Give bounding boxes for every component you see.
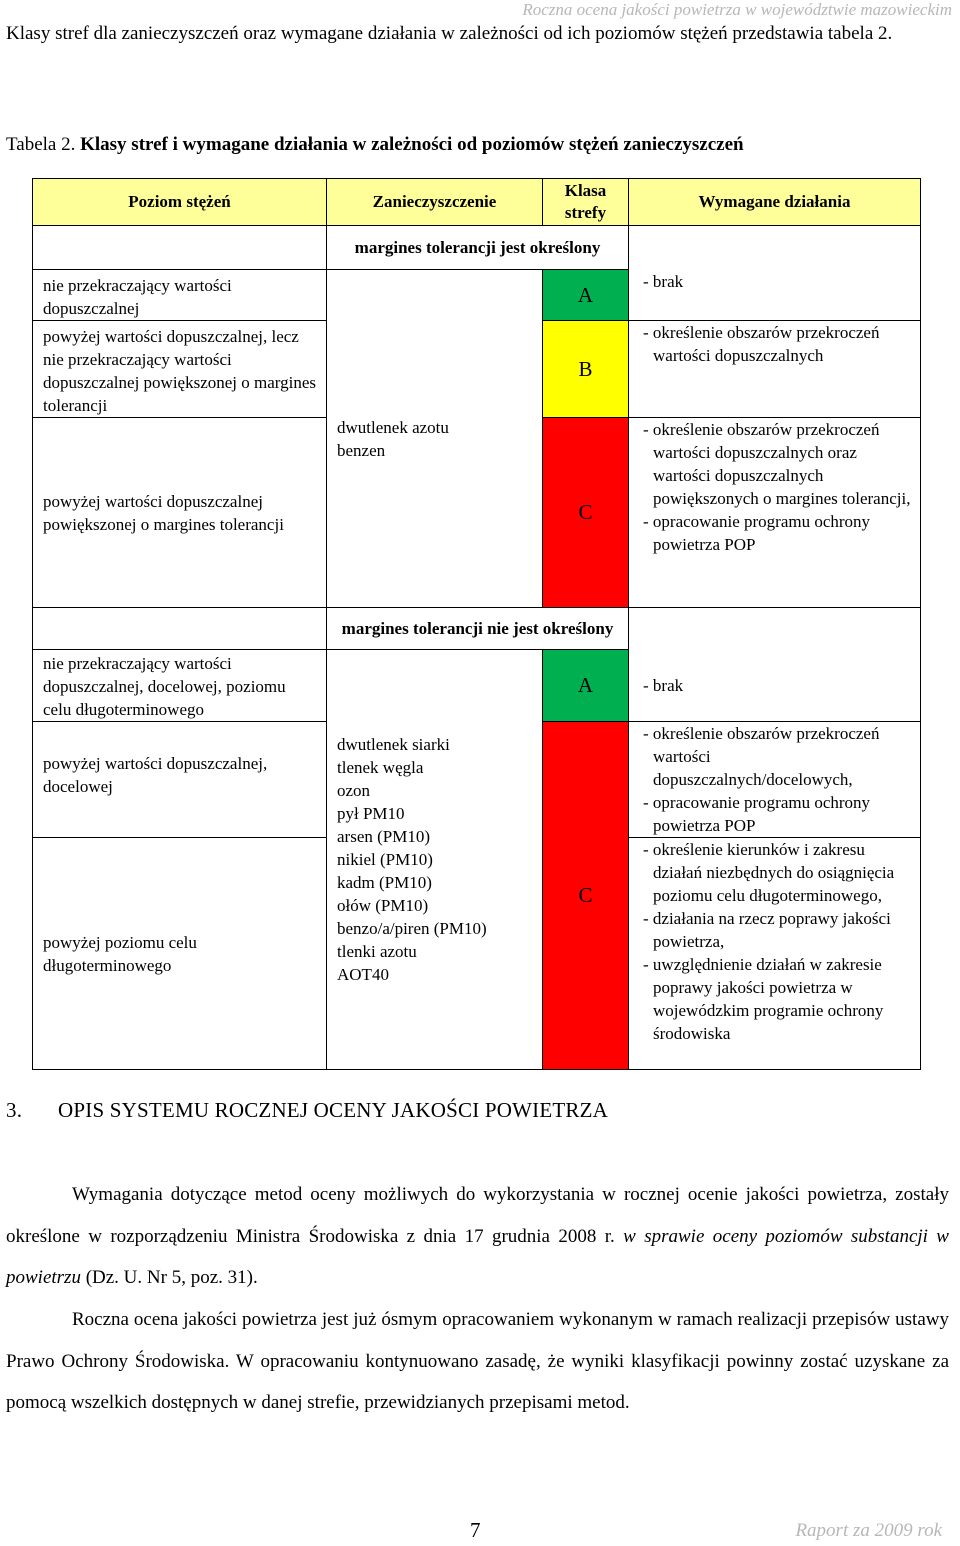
pollutant-item: kadm (PM10) — [337, 873, 432, 892]
class-a-cell: A — [543, 270, 629, 321]
s1-level-b: powyżej wartości dopuszczalnej, lecz nie przekraczający wartości dopuszczalnej powiększonej o margines tolerancji — [33, 321, 327, 418]
action-item: - określenie kierunków i zakresu działań niezbędnych do osiągnięcia poziomu celu długoterminowego, — [643, 840, 895, 905]
caption-title: Klasy stref i wymagane działania w zależności od poziomów stężeń zanieczyszczeń — [80, 134, 744, 155]
zone-class-table — [32, 178, 921, 1070]
section-number: 3. — [6, 1098, 23, 1122]
caption-label: Tabela 2. — [6, 134, 76, 155]
section-title: OPIS SYSTEMU ROCZNEJ OCENY JAKOŚCI POWIETRZA — [58, 1098, 608, 1122]
s2-actions-c — [629, 838, 921, 1070]
paragraph-2 — [6, 1299, 949, 1424]
pollutant-item: ołów (PM10) — [337, 896, 429, 915]
action-item: - określenie obszarów przekroczeń wartości dopuszczalnych oraz wartości dopuszczalnych powiększonych o margines tolerancji, — [643, 420, 911, 508]
s1-level-a: nie przekraczający wartości dopuszczalnej — [33, 270, 327, 321]
s1-actions-c — [629, 418, 921, 608]
pollutant-item: dwutlenek azotu — [337, 417, 449, 437]
intro-paragraph: Klasy stref dla zanieczyszczeń oraz wymagane działania w zależności od ich poziomów stężeń przedstawia tabela 2. — [6, 23, 893, 44]
paragraph-1-italic: w sprawie oceny poziomów substancji w powietrzu — [6, 1225, 949, 1288]
header-zone-class: Klasa strefy — [543, 179, 629, 226]
action-item: - brak — [643, 271, 684, 291]
pollutant-item: AOT40 — [337, 965, 389, 984]
paragraph-1-citation: (Dz. U. Nr 5, poz. 31). — [80, 1267, 258, 1288]
paragraph-1 — [6, 1174, 949, 1299]
page-number: 7 — [470, 1518, 481, 1542]
s1-actions-a — [629, 270, 921, 321]
pollutant-item: benzo/a/piren (PM10) — [337, 919, 487, 938]
table-caption — [6, 133, 951, 157]
class-c-cell: C — [543, 418, 629, 608]
pollutant-item: dwutlenek siarki — [337, 735, 450, 754]
header-pollutant: Zanieczyszczenie — [327, 179, 543, 226]
paragraph-1-text: Wymagania dotyczące metod oceny możliwych do wykorzystania w rocznej ocenie jakości powietrza, zostały określone w rozporządzeniu Ministra Środowiska z dnia 17 grudnia 2008 r. — [6, 1184, 949, 1247]
section-heading — [6, 1098, 608, 1123]
header-actions: Wymagane działania — [629, 179, 921, 226]
s1-actions-b — [629, 321, 921, 418]
s2-pollutants — [327, 650, 543, 1070]
pollutant-item: ozon — [337, 781, 371, 800]
pollutant-item: nikiel (PM10) — [337, 850, 433, 869]
action-item: - określenie obszarów przekroczeń wartości dopuszczalnych/docelowych, — [643, 724, 880, 789]
s1-level-c: powyżej wartości dopuszczalnej powiększonej o margines tolerancji — [33, 418, 327, 608]
pollutant-item: tlenek węgla — [337, 758, 424, 777]
s2-actions-a — [629, 650, 921, 722]
s2-level-b: powyżej wartości dopuszczalnej, docelowej — [33, 722, 327, 838]
action-item: - opracowanie programu ochrony powietrza POP — [643, 793, 871, 835]
action-item: - określenie obszarów przekroczeń wartości dopuszczalnych — [643, 323, 880, 365]
s2-actions-b — [629, 722, 921, 838]
s2-level-a: nie przekraczający wartości dopuszczalnej, docelowej, poziomu celu długoterminowego — [33, 650, 327, 722]
header-level: Poziom stężeń — [33, 179, 327, 226]
report-footer: Raport za 2009 rok — [795, 1520, 942, 1541]
running-header: Roczna ocena jakości powietrza w województwie mazowieckim — [522, 0, 952, 19]
paragraph-2-text: Roczna ocena jakości powietrza jest już ósmym opracowaniem wykonanym w ramach realizacji przepisów ustawy Prawo Ochrony Środowiska. W opracowaniu kontynuowano zasadę, że wyniki klasyfikacji powinny zostać uzyskane za pomocą wszelkich dostępnych w danej strefie, przewidzianych przepisami metod. — [6, 1309, 949, 1413]
section1-title: margines tolerancji jest określony — [327, 226, 629, 270]
section2-title: margines tolerancji nie jest określony — [327, 608, 629, 650]
pollutant-item: pył PM10 — [337, 804, 405, 823]
action-item: - brak — [643, 675, 684, 695]
action-item: - uwzględnienie działań w zakresie poprawy jakości powietrza w wojewódzkim programie ochrony środowiska — [643, 955, 884, 1043]
s2-level-c: powyżej poziomu celu długoterminowego — [33, 838, 327, 1070]
action-item: - opracowanie programu ochrony powietrza POP — [643, 512, 871, 554]
class-b-cell: B — [543, 321, 629, 418]
class-c-cell: C — [543, 722, 629, 1070]
s1-pollutants — [327, 270, 543, 608]
pollutant-item: arsen (PM10) — [337, 827, 431, 846]
pollutant-item: benzen — [337, 440, 386, 460]
action-item: - działania na rzecz poprawy jakości powietrza, — [643, 909, 891, 951]
pollutant-item: tlenki azotu — [337, 942, 417, 961]
class-a-cell: A — [543, 650, 629, 722]
